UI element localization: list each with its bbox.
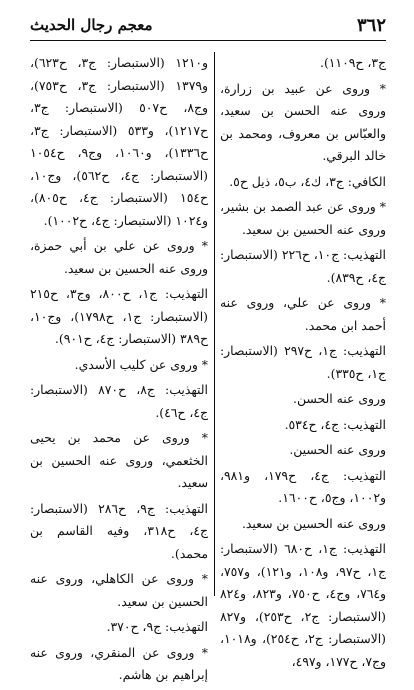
column-divider [214, 52, 215, 596]
paragraph: * وروى عن علي، وروى عنه أحمد ابن محمد. [220, 295, 386, 333]
paragraph: * وروى عن كليب الأسدي. [74, 356, 208, 372]
left-column [30, 52, 208, 690]
book-title: معجم رجال الحديث [30, 16, 153, 34]
paragraph: التهذيب: ج٤، ح٥٣٤. [284, 416, 386, 432]
paragraph: التهذيب: ج١، ح٦٨٠ (الاستبصار: ج١، ح٩٧، و١٠٨، و١٢١)، و٧٥٧، و٧٦٤، وج٤، ح٧٥٠، و٨٢٣، و٨٢٤ (الاستبصار: ج٢، ح٢٥٣)، و٨٢٧ (الاستبصار: ج٢، ح٢٥٤)، و١٠١٨، وج٧، ح١٧٧، و٤٩٧، [220, 541, 387, 669]
page-header [30, 14, 386, 36]
page-number: ٣٦٢ [356, 14, 386, 36]
paragraph: * وروى عن علي بن أبي حمزة، وروى عنه الحسين بن سعيد. [30, 238, 208, 276]
paragraph: التهذيب: ج١، ح٢٩٧ (الاستبصار: ج١، ح٣٣٥). [220, 343, 386, 381]
paragraph: وروى عنه الحسن. [293, 391, 386, 406]
paragraph: التهذيب: ج١، ح٨٠٠، وج٣، ح٢١٥ (الاستبصار: ج١، ح١٧٩٨)، وج١٠، ح٣٨٩ (الاستبصار: ج٤، ح٩٠١). [30, 286, 209, 346]
paragraph: * وروى عن عبد الصمد بن بشير، وروى عنه الحسين بن سعيد. [220, 199, 386, 237]
right-column [220, 52, 386, 676]
paragraph: وروى عنه الحسين. [289, 442, 386, 457]
paragraph: * وروى عن المنقري، وروى عنه إبراهيم بن هاشم. [30, 644, 208, 682]
paragraph: الكافي: ج٣، ك٤، ب٥، ذيل ح٥. [229, 173, 386, 189]
paragraph: التهذيب: ج٩، ح٢٨٦ (الاستبصار: ج٤، ح٣١٨، وفيه القاسم بن محمد). [30, 500, 208, 561]
header-rule [30, 40, 386, 41]
paragraph: و١٢١٠ (الاستبصار: ج٣، ح٦٢٣)، و١٣٧٩ (الاستبصار: ج٣، ح٧٥٣)، وج٨، ح٥٠٧ (الاستبصار: ج٣، ح١٢١٧)، و٥٣٣ (الاستبصار: ج٣، ح١٣٣٦)، و١٠٦٠، وج٩، ح١٠٥٤ (الاستبصار: ج٤، ح٥٦٢)، وج١٠، ح١٥٤ (الاستبصار: ج٤، ح٨٠٥)، و١٠٢٤ (الاستبصار: ج٤، ح١٠٠٢). [30, 55, 209, 228]
paragraph: التهذيب: ج١٠، ح٢٢٦ (الاستبصار: ج٤، ح٨٣٩). [220, 247, 386, 285]
paragraph: التهذيب: ج٨، ح٨٧٠ (الاستبصار: ج٤، ح٤٦). [30, 382, 208, 420]
paragraph: ج٣، ح١١٠٩). [320, 55, 386, 70]
paragraph: * وروى عن عبيد بن زرارة، وروى عنه الحسن بن سعيد، والعبّاس بن معروف، ومحمد بن خالد البرقي. [220, 80, 386, 163]
paragraph: التهذيب: ج٤، ح١٧٩، و٩٨١، و١٠٠٢، وج٥، ح١٦٠٠. [220, 467, 387, 505]
paragraph: * وروى عن محمد بن يحيى الخثعمي، وروى عنه الحسين بن سعيد. [30, 430, 208, 490]
paragraph: وروى عنه الحسين بن سعيد. [241, 515, 386, 531]
paragraph: * وروى عن الكاهلي، وروى عنه الحسين بن سعيد. [30, 571, 208, 609]
paragraph: التهذيب: ج٩، ح٣٧٠. [106, 619, 208, 634]
